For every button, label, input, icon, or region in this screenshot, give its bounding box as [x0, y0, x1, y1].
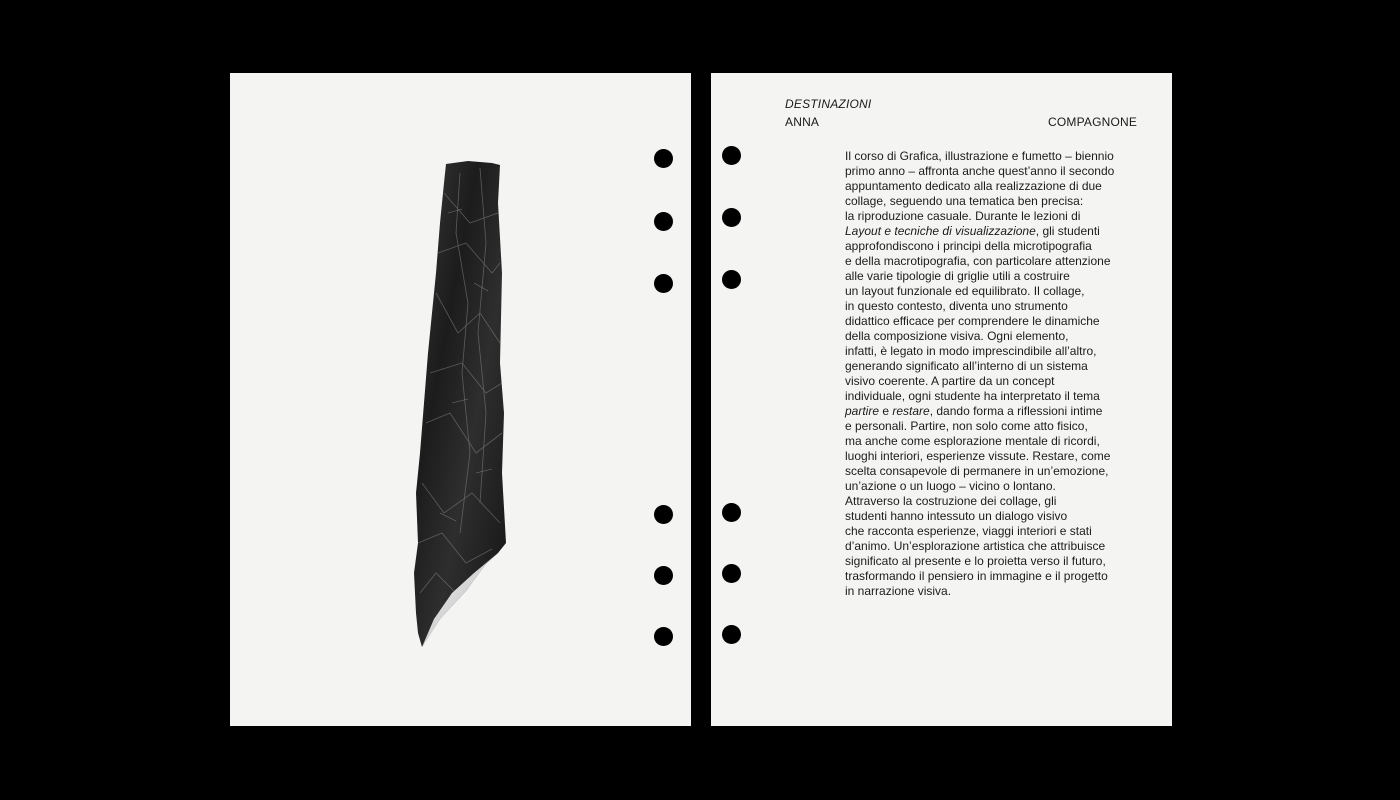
body-line: studenti hanno intessuto un dialogo visivo	[845, 509, 1068, 523]
body-text-span: , gli studenti	[1035, 224, 1100, 238]
body-line: d’animo. Un’esplorazione artistica che attribuisce	[845, 539, 1106, 553]
body-line: ma anche come esplorazione mentale di ricordi,	[845, 434, 1100, 448]
body-line: un layout funzionale ed equilibrato. Il collage,	[845, 284, 1085, 298]
binder-hole	[654, 566, 673, 585]
body-line: scelta consapevole di permanere in un’emozione,	[845, 464, 1109, 478]
body-line: appuntamento dedicato alla realizzazione di due	[845, 179, 1102, 193]
body-line: Il corso di Grafica, illustrazione e fumetto – biennio	[845, 149, 1114, 163]
author-first-name: ANNA	[785, 115, 820, 129]
binder-hole	[722, 564, 741, 583]
body-line: alle varie tipologie di griglie utili a costruire	[845, 269, 1070, 283]
crumpled-paper-collage	[230, 73, 691, 726]
body-line: individuale, ogni studente ha interpretato il tema	[845, 389, 1100, 403]
body-line: che racconta esperienze, viaggi interiori e stati	[845, 524, 1092, 538]
body-text-span: , dando forma a riflessioni intime	[929, 404, 1103, 418]
body-line: generando significato all’interno di un sistema	[845, 359, 1088, 373]
body-line	[845, 404, 1135, 419]
author-last-name: COMPAGNONE	[1048, 115, 1138, 129]
body-paragraph	[845, 149, 1135, 599]
body-line: significato al presente e lo proietta verso il futuro,	[845, 554, 1106, 568]
binder-hole	[654, 212, 673, 231]
body-line: Attraverso la costruzione dei collage, gli	[845, 494, 1057, 508]
body-line: approfondiscono i principi della microtipografia	[845, 239, 1092, 253]
binder-hole	[722, 503, 741, 522]
left-page	[230, 73, 691, 726]
body-line: trasformando il pensiero in immagine e il progetto	[845, 569, 1108, 583]
body-line: primo anno – affronta anche quest’anno il secondo	[845, 164, 1115, 178]
binder-hole	[654, 627, 673, 646]
body-line: la riproduzione casuale. Durante le lezioni di	[845, 209, 1081, 223]
binder-hole	[722, 146, 741, 165]
body-text-span: e	[879, 404, 893, 418]
body-line: della composizione visiva. Ogni elemento,	[845, 329, 1069, 343]
binder-hole	[654, 149, 673, 168]
body-line: didattico efficace per comprendere le dinamiche	[845, 314, 1100, 328]
binder-hole	[654, 505, 673, 524]
theme-word-italic: partire	[845, 404, 880, 418]
series-title: DESTINAZIONI	[785, 97, 872, 111]
body-line: in questo contesto, diventa uno strumento	[845, 299, 1068, 313]
body-line: e della macrotipografia, con particolare attenzione	[845, 254, 1111, 268]
body-line	[845, 224, 1135, 239]
binder-hole	[722, 270, 741, 289]
theme-word-italic: restare	[892, 404, 930, 418]
course-title-italic: Layout e tecniche di visualizzazione	[845, 224, 1036, 238]
body-line: visivo coerente. A partire da un concept	[845, 374, 1055, 388]
body-line: infatti, è legato in modo imprescindibile all’altro,	[845, 344, 1097, 358]
binder-hole	[722, 208, 741, 227]
body-line: un’azione o un luogo – vicino o lontano.	[845, 479, 1056, 493]
right-page	[711, 73, 1172, 726]
binder-hole	[654, 274, 673, 293]
binder-hole	[722, 625, 741, 644]
body-line: luoghi interiori, esperienze vissute. Restare, come	[845, 449, 1111, 463]
body-line: e personali. Partire, non solo come atto fisico,	[845, 419, 1088, 433]
body-line: in narrazione visiva.	[845, 584, 952, 598]
body-line: collage, seguendo una tematica ben precisa:	[845, 194, 1084, 208]
